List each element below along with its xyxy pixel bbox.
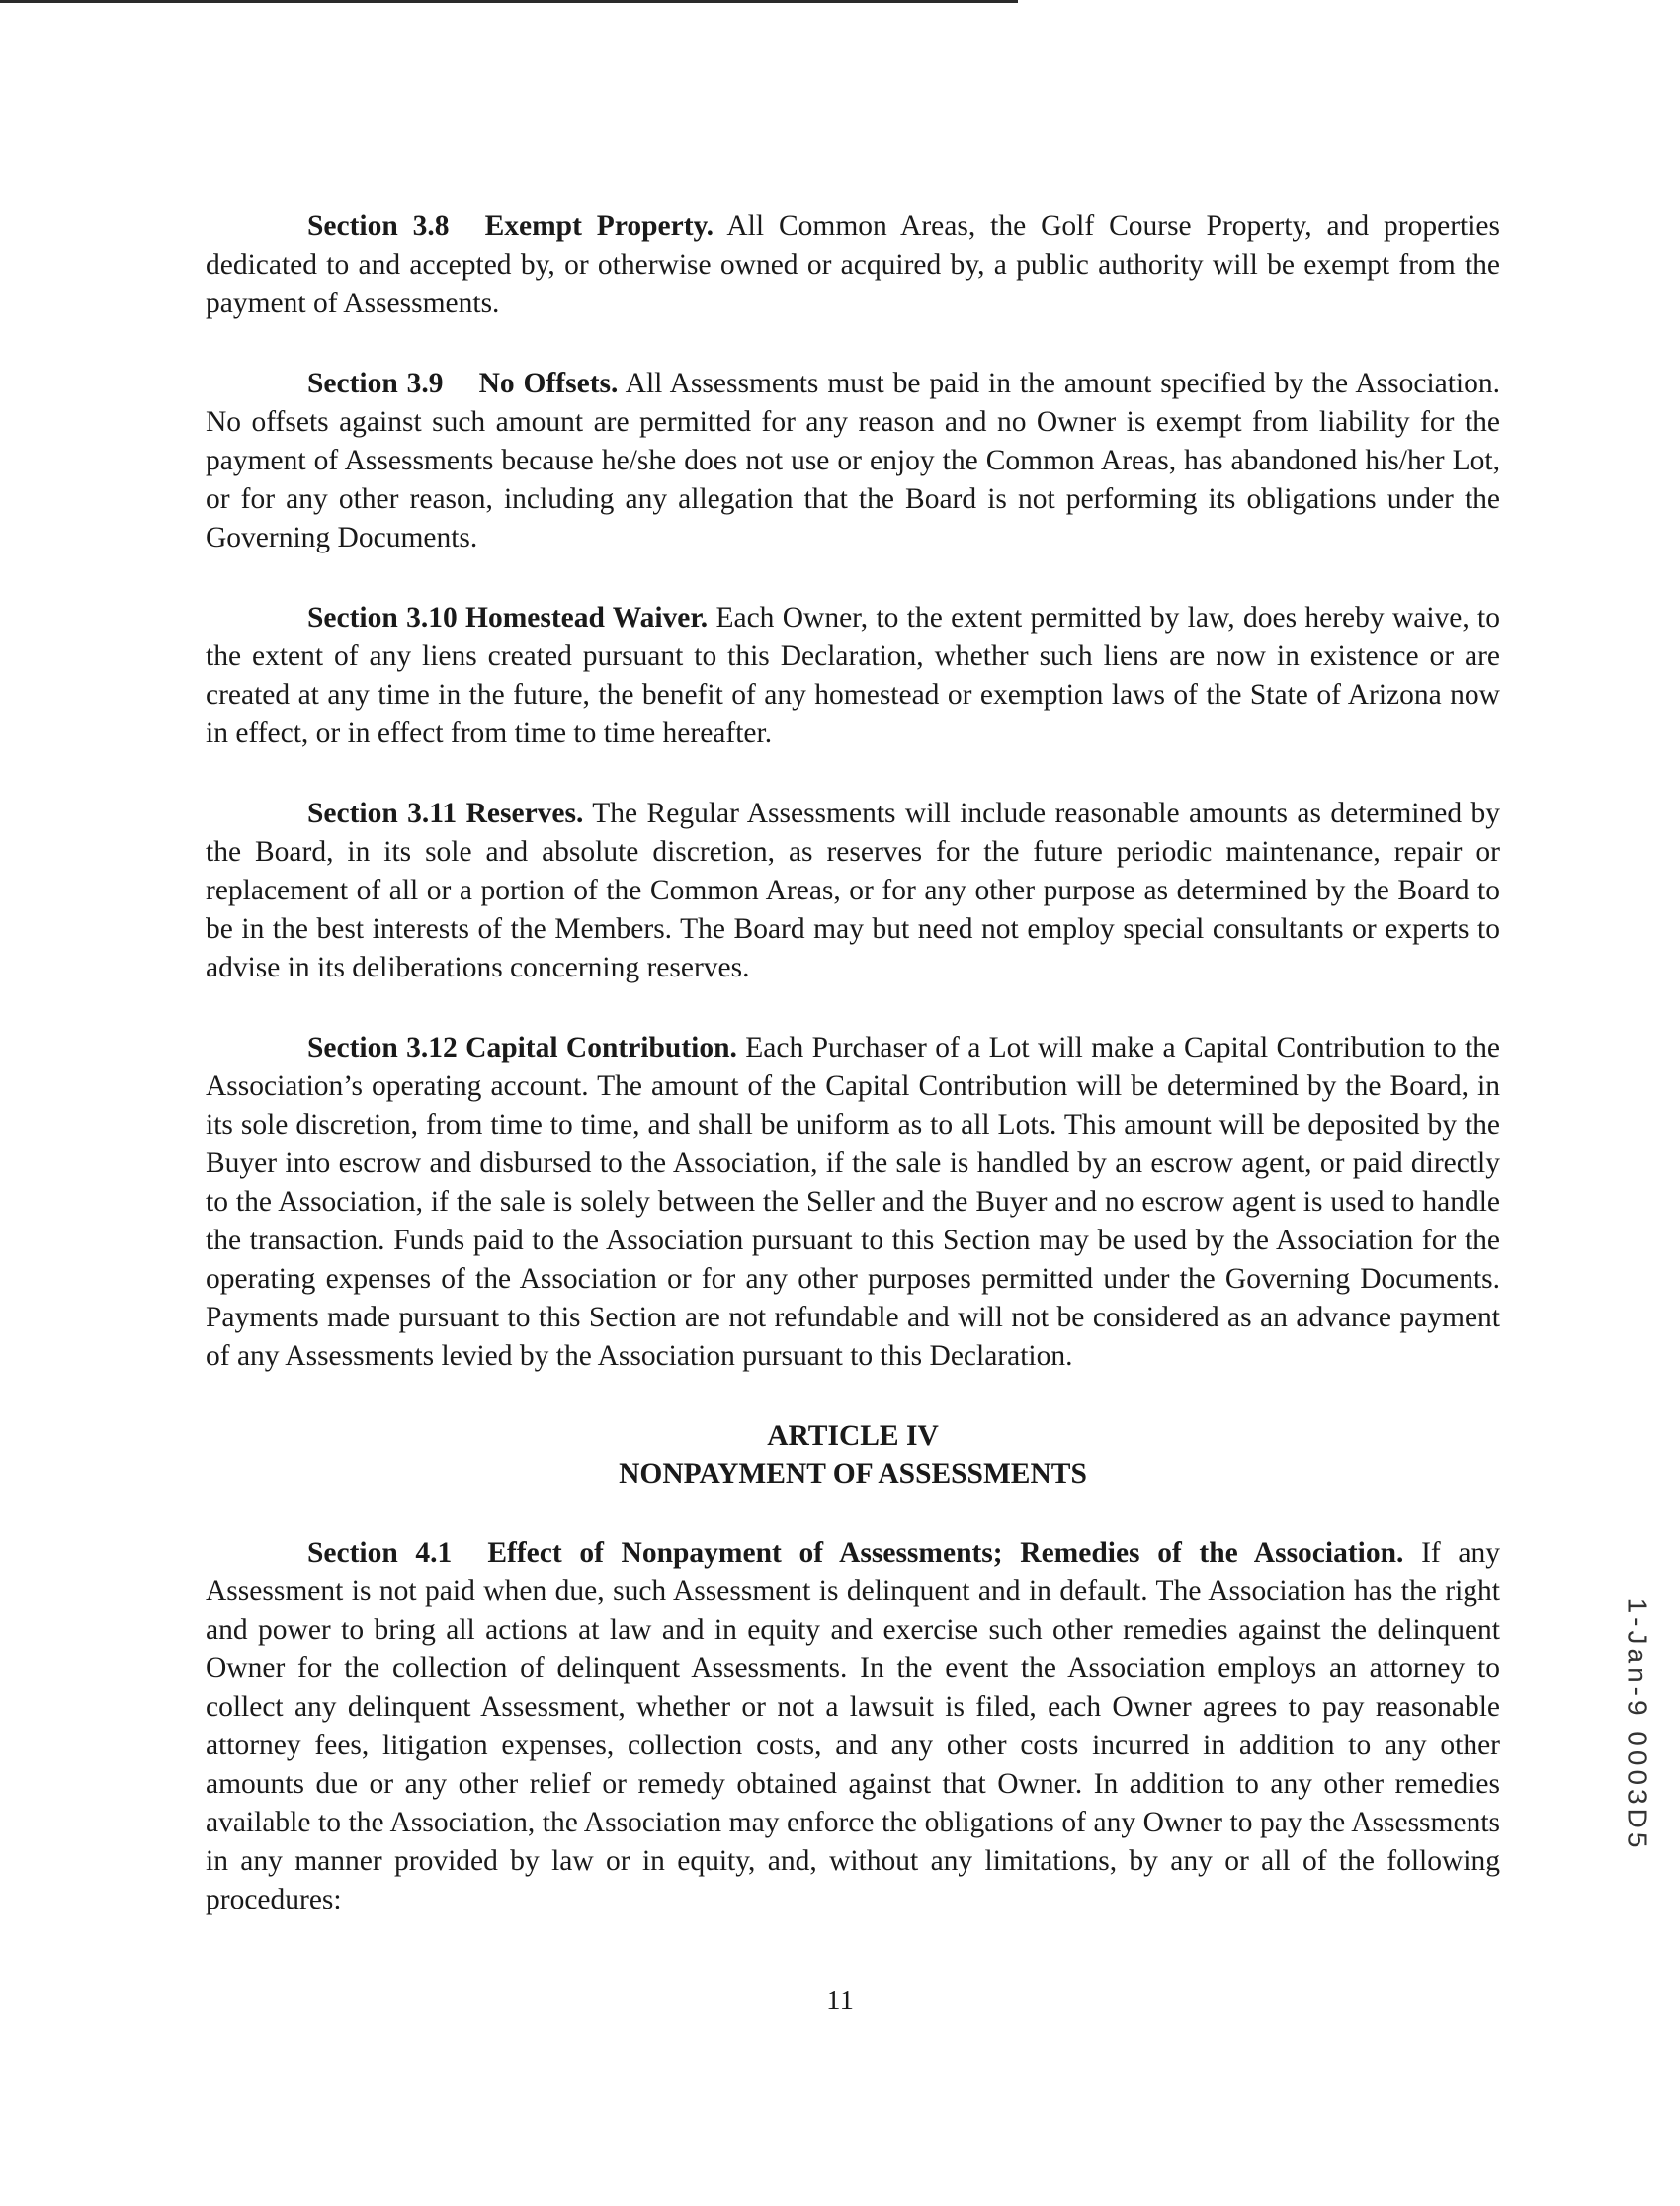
section-3-8 <box>206 208 1500 323</box>
section-3-10-number: Section 3.10 <box>307 602 458 634</box>
section-4-1-body: If any Assessment is not paid when due, such Assessment is delinquent and in default. The Association has the right and power to bring all actions at law and in equity and exercise such other remedies against the delinquent Owner for the collection of delinquent Assessments. In the event the Association employs an attorney to collect any delinquent Assessment, whether or not a lawsuit is filed, each Owner agrees to pay reasonable attorney fees, litigation expenses, collection costs, and any other costs incurred in addition to any other amounts due or any other relief or remedy obtained against that Owner. In addition to any other remedies available to the Association, the Association may enforce the obligations of any Owner to pay the Assessments in any manner provided by law or in equity, and, without any limitations, by any or all of the following procedures: <box>206 1537 1500 1915</box>
section-3-9 <box>206 365 1500 557</box>
article-number: ARTICLE IV <box>767 1420 939 1452</box>
section-4-1-number: Section 4.1 <box>307 1537 453 1569</box>
section-3-9-body: All Assessments must be paid in the amount specified by the Association. No offsets against such amount are permitted for any reason and no Owner is exempt from liability for the payment of Assessments because he/she does not use or enjoy the Common Areas, has abandoned his/her Lot, or for any other reason, including any allegation that the Board is not performing its obligations under the Governing Documents. <box>206 368 1500 553</box>
scan-top-border <box>0 0 1018 3</box>
section-3-10-title: Homestead Waiver. <box>465 602 709 634</box>
section-4-1 <box>206 1534 1500 1919</box>
section-3-11 <box>206 795 1500 987</box>
section-3-10 <box>206 599 1500 753</box>
article-title: NONPAYMENT OF ASSESSMENTS <box>619 1458 1087 1489</box>
section-3-8-body: All Common Areas, the Golf Course Property, and properties dedicated to and accepted by, or otherwise owned or acquired by, a public authority will be exempt from the payment of Assessments. <box>206 211 1500 319</box>
section-3-11-title: Reserves. <box>465 798 584 829</box>
margin-document-stamp <box>1619 1586 1654 1863</box>
section-3-8-number: Section 3.8 <box>307 211 450 242</box>
section-3-10-body: Each Owner, to the extent permitted by law, does hereby waive, to the extent of any liens created pursuant to this Declaration, whether such liens are now in existence or are created at any time in the future, the benefit of any homestead or exemption laws of the State of Arizona now in effect, or in effect from time to time hereafter. <box>206 602 1501 749</box>
margin-stamp-text: 1-Jan-9 0003D5 <box>1622 1597 1652 1852</box>
section-3-12-body: Each Purchaser of a Lot will make a Capital Contribution to the Association’s operating account. The amount of the Capital Contribution will be determined by the Board, in its sole discretion, from time to time, and shall be uniform as to all Lots. This amount will be deposited by the Buyer into escrow and disbursed to the Association, if the sale is handled by an escrow agent, or paid directly to the Association, if the sale is solely between the Seller and the Buyer and no escrow agent is used to handle the transaction. Funds paid to the Association pursuant to this Section may be used by the Association for the operating expenses of the Association or for any other purposes permitted under the Governing Documents. Payments made pursuant to this Section are not refundable and will not be considered as an advance payment of any Assessments levied by the Association pursuant to this Declaration. <box>206 1032 1501 1372</box>
section-3-8-title: Exempt Property. <box>484 211 714 242</box>
section-3-12-title: Capital Contribution. <box>465 1032 737 1063</box>
article-heading <box>206 1417 1500 1492</box>
section-4-1-title: Effect of Nonpayment of Assessments; Remedies of the Association. <box>487 1537 1404 1569</box>
page-number: 11 <box>826 1985 854 2016</box>
section-3-11-body: The Regular Assessments will include reasonable amounts as determined by the Board, in its sole and absolute discretion, as reserves for the future periodic maintenance, repair or replacement of all or a portion of the Common Areas, or for any other purpose as determined by the Board to be in the best interests of the Members. The Board may but need not employ special consultants or experts to advise in its deliberations concerning reserves. <box>206 798 1500 983</box>
document-body <box>206 208 1500 1961</box>
section-3-9-title: No Offsets. <box>478 368 619 399</box>
section-3-12-number: Section 3.12 <box>307 1032 458 1063</box>
section-3-9-number: Section 3.9 <box>307 368 444 399</box>
section-3-12 <box>206 1029 1500 1376</box>
section-3-11-number: Section 3.11 <box>307 798 458 829</box>
